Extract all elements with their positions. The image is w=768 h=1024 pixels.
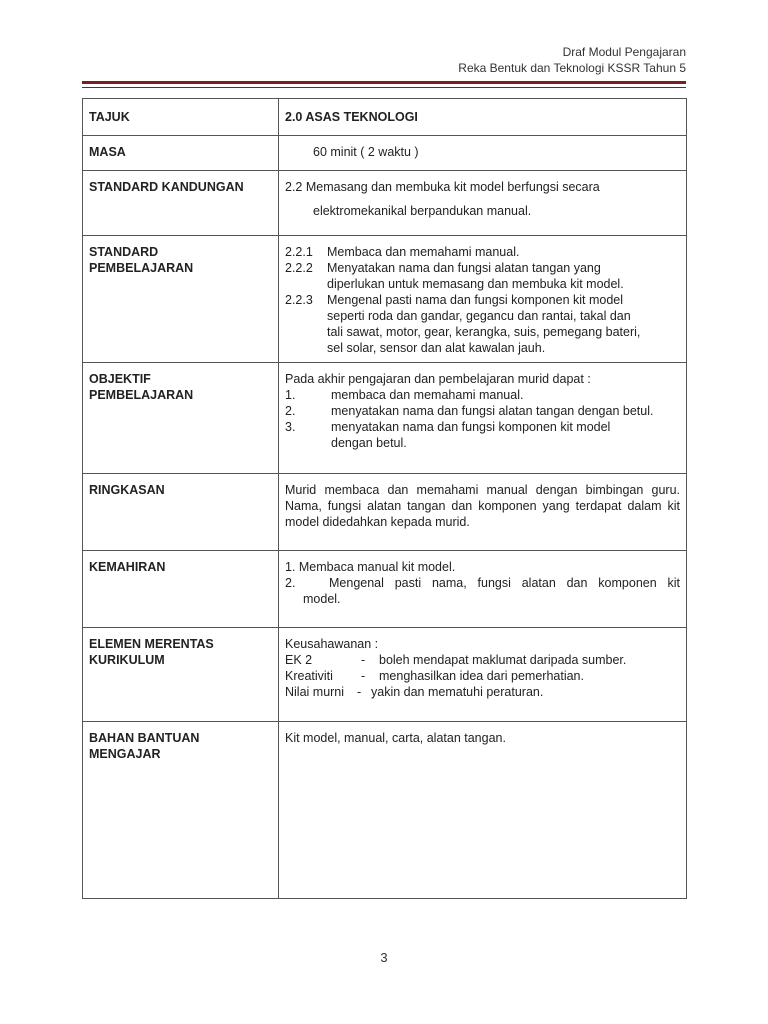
- op-item: [285, 403, 680, 419]
- value-elemen: [279, 628, 687, 722]
- sp-text: Mengenal pasti nama dan fungsi komponen kit model: [327, 293, 624, 307]
- label-ringkasan: RINGKASAN: [83, 474, 279, 551]
- sp-label-2: PEMBELAJARAN: [89, 261, 194, 275]
- em-label-2: KURIKULUM: [89, 653, 165, 667]
- label-standard-pembelajaran: [83, 236, 279, 363]
- sp-item: [285, 260, 680, 276]
- label-bahan: [83, 722, 279, 899]
- sp-num: 2.2.3: [285, 293, 313, 307]
- op-item: [285, 419, 680, 435]
- sp-text-cont: tali sawat, motor, gear, kerangka, suis, pemegang bateri,: [327, 325, 641, 339]
- em-desc: yakin dan mematuhi peraturan.: [371, 685, 544, 699]
- em-line: [285, 684, 680, 700]
- sp-text-cont: seperti roda dan gandar, gegancu dan rantai, takal dan: [327, 309, 631, 323]
- label-tajuk: TAJUK: [83, 99, 279, 136]
- em-key: Nilai murni: [285, 685, 345, 699]
- table-row-ringkasan: [83, 474, 687, 551]
- op-num: 2.: [285, 404, 296, 418]
- em-heading: Keusahawanan :: [285, 637, 379, 651]
- label-masa: MASA: [83, 136, 279, 171]
- kem-text: Mengenal pasti nama, fungsi alatan dan komponen kit: [329, 576, 680, 590]
- em-key: Kreativiti: [285, 669, 333, 683]
- em-desc: menghasilkan idea dari pemerhatian.: [379, 669, 584, 683]
- table-row-tajuk: [83, 99, 687, 136]
- lesson-table: [82, 98, 687, 899]
- value-standard-kandungan: [279, 171, 687, 236]
- sk-line-2: elektromekanikal berpandukan manual.: [313, 204, 532, 218]
- value-ringkasan: Murid membaca dan memahami manual dengan bimbingan guru. Nama, fungsi alatan tangan dan komponen yang terdapat dalam kit model didedahkan kepada murid.: [279, 474, 687, 551]
- em-dash: -: [361, 653, 366, 667]
- sp-text: Menyatakan nama dan fungsi alatan tangan yang: [327, 261, 601, 275]
- em-line: [285, 652, 680, 668]
- op-label-1: OBJEKTIF: [89, 372, 151, 386]
- sp-text-cont: sel solar, sensor dan alat kawalan jauh.: [327, 341, 546, 355]
- label-kemahiran: KEMAHIRAN: [83, 551, 279, 628]
- masa-text: 60 minit ( 2 waktu ): [313, 145, 419, 159]
- sp-text: Membaca dan memahami manual.: [327, 245, 520, 259]
- label-objektif: [83, 363, 279, 474]
- header-line-2: Reka Bentuk dan Teknologi KSSR Tahun 5: [458, 61, 686, 75]
- table-row-kemahiran: [83, 551, 687, 628]
- bb-label-1: BAHAN BANTUAN: [89, 731, 200, 745]
- table-row-objektif: [83, 363, 687, 474]
- em-label-1: ELEMEN MERENTAS: [89, 637, 214, 651]
- op-text: menyatakan nama dan fungsi alatan tangan dengan betul.: [331, 404, 654, 418]
- value-bahan: Kit model, manual, carta, alatan tangan.: [279, 722, 687, 899]
- sp-num: 2.2.1: [285, 245, 313, 259]
- op-text: membaca dan memahami manual.: [331, 388, 524, 402]
- sp-item: [285, 292, 680, 308]
- table-row-standard-pembelajaran: [83, 236, 687, 363]
- op-item: [285, 387, 680, 403]
- table-row-masa: [83, 136, 687, 171]
- table-row-elemen: [83, 628, 687, 722]
- value-objektif: [279, 363, 687, 474]
- document-header: [458, 44, 686, 76]
- op-num: 3.: [285, 420, 296, 434]
- kem-text-cont: model.: [303, 592, 341, 606]
- sp-num: 2.2.2: [285, 261, 313, 275]
- sp-item: [285, 244, 680, 260]
- op-label-2: PEMBELAJARAN: [89, 388, 194, 402]
- kem-item-1: 1. Membaca manual kit model.: [285, 560, 456, 574]
- sk-line-1: 2.2 Memasang dan membuka kit model berfungsi secara: [285, 180, 600, 194]
- kem-num: 2.: [285, 576, 296, 590]
- table-row-bahan: [83, 722, 687, 899]
- value-masa: [279, 136, 687, 171]
- sp-label-1: STANDARD: [89, 245, 159, 259]
- bb-label-2: MENGAJAR: [89, 747, 161, 761]
- op-text-cont: dengan betul.: [331, 436, 407, 450]
- label-standard-kandungan: STANDARD KANDUNGAN: [83, 171, 279, 236]
- value-tajuk: 2.0 ASAS TEKNOLOGI: [279, 99, 687, 136]
- value-kemahiran: [279, 551, 687, 628]
- op-intro: Pada akhir pengajaran dan pembelajaran murid dapat :: [285, 372, 591, 386]
- op-num: 1.: [285, 388, 296, 402]
- kem-item-2: [285, 575, 680, 591]
- em-line: [285, 668, 680, 684]
- em-key: EK 2: [285, 653, 313, 667]
- sp-text-cont: diperlukan untuk memasang dan membuka kit model.: [327, 277, 624, 291]
- header-line-1: Draf Modul Pengajaran: [562, 45, 686, 59]
- page-number: 3: [380, 950, 388, 965]
- em-dash: -: [357, 685, 362, 699]
- op-text: menyatakan nama dan fungsi komponen kit model: [331, 420, 611, 434]
- value-standard-pembelajaran: [279, 236, 687, 363]
- em-dash: -: [361, 669, 366, 683]
- table-row-standard-kandungan: [83, 171, 687, 236]
- header-rule-thick: [82, 81, 686, 84]
- header-rule-thin: [82, 87, 686, 88]
- label-elemen: [83, 628, 279, 722]
- em-desc: boleh mendapat maklumat daripada sumber.: [379, 653, 627, 667]
